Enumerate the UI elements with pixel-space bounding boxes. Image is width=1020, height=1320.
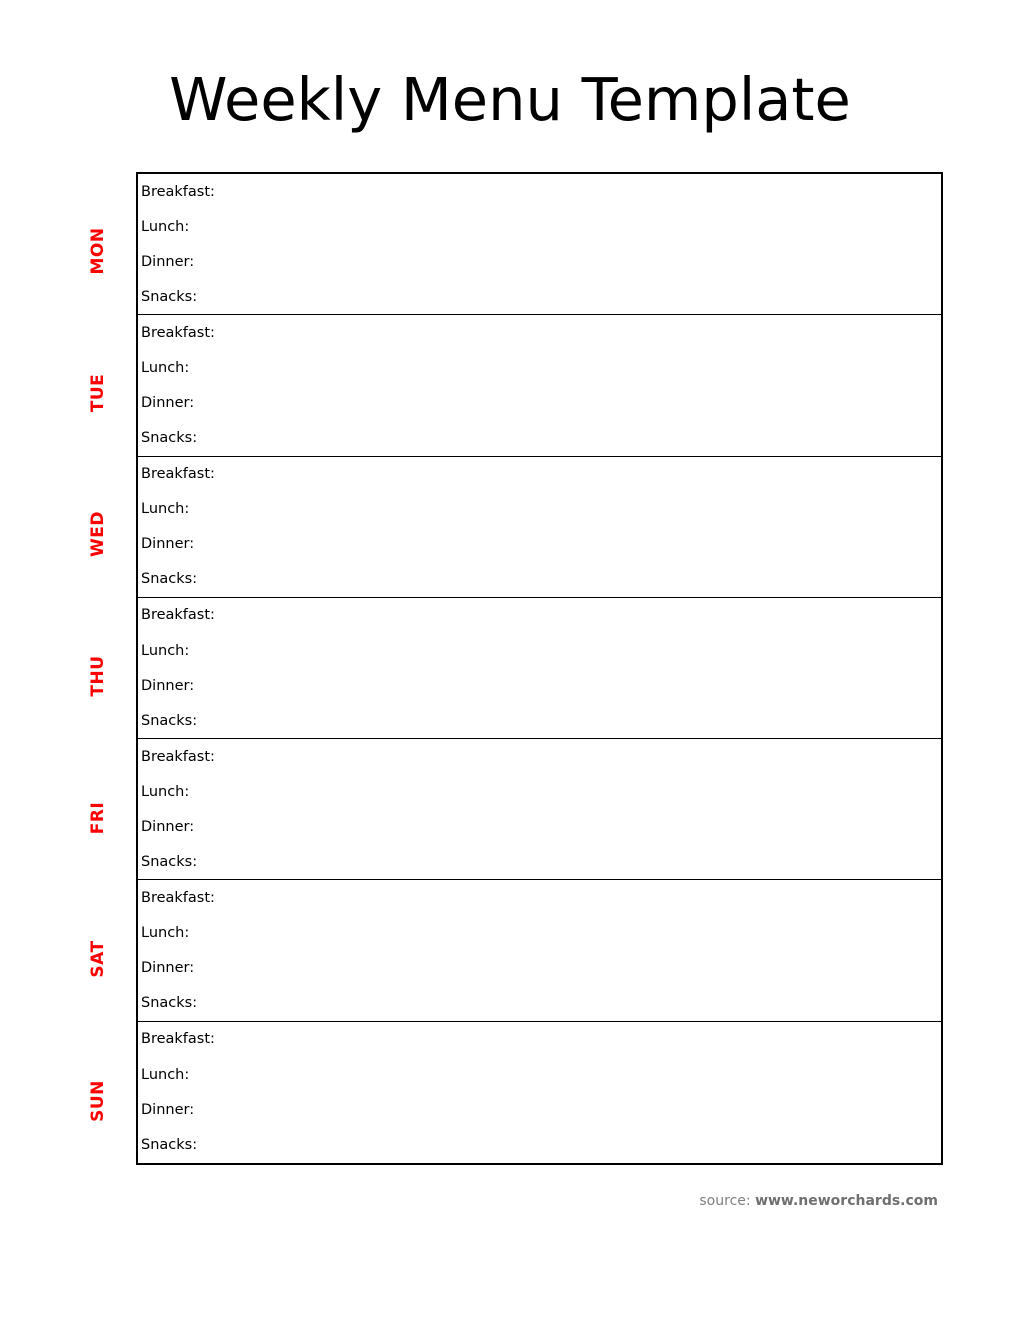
day-block-thu <box>138 598 941 739</box>
day-label-mon: MON <box>88 227 108 275</box>
meal-row-dinner[interactable]: Dinner: <box>141 253 195 270</box>
meal-row-breakfast[interactable]: Breakfast: <box>141 183 215 200</box>
day-label-fri: FRI <box>88 801 108 834</box>
meal-row-lunch[interactable]: Lunch: <box>141 359 190 376</box>
meal-row-lunch[interactable]: Lunch: <box>141 1066 190 1083</box>
meal-row-breakfast[interactable]: Breakfast: <box>141 324 215 341</box>
meal-row-dinner[interactable]: Dinner: <box>141 818 195 835</box>
day-label-sun: SUN <box>88 1079 108 1122</box>
meal-row-lunch[interactable]: Lunch: <box>141 218 190 235</box>
day-label-thu: THU <box>88 655 108 697</box>
day-label-cell-sun <box>60 1022 136 1164</box>
day-label-cell-mon <box>60 172 136 314</box>
day-label-sat: SAT <box>88 940 108 978</box>
day-block-mon <box>138 174 941 315</box>
page-title: Weekly Menu Template <box>169 65 851 134</box>
day-label-wed: WED <box>88 511 108 558</box>
source-url-link[interactable]: www.neworchards.com <box>755 1193 938 1209</box>
meal-row-snacks[interactable]: Snacks: <box>141 430 198 447</box>
meal-row-breakfast[interactable]: Breakfast: <box>141 748 215 765</box>
day-block-fri <box>138 739 941 880</box>
meal-row-dinner[interactable]: Dinner: <box>141 536 195 553</box>
meal-row-snacks[interactable]: Snacks: <box>141 1137 198 1154</box>
meal-row-lunch[interactable]: Lunch: <box>141 783 190 800</box>
meal-row-dinner[interactable]: Dinner: <box>141 1102 195 1119</box>
meal-row-breakfast[interactable]: Breakfast: <box>141 607 215 624</box>
source-credit <box>699 1193 938 1209</box>
day-block-tue <box>138 315 941 456</box>
meal-row-snacks[interactable]: Snacks: <box>141 853 198 870</box>
meal-row-dinner[interactable]: Dinner: <box>141 677 195 694</box>
day-label-cell-thu <box>60 597 136 739</box>
meal-row-dinner[interactable]: Dinner: <box>141 960 195 977</box>
menu-grid <box>136 172 943 1165</box>
day-label-tue: TUE <box>88 373 108 413</box>
meal-row-lunch[interactable]: Lunch: <box>141 925 190 942</box>
meal-row-lunch[interactable]: Lunch: <box>141 501 190 518</box>
meal-row-dinner[interactable]: Dinner: <box>141 394 195 411</box>
meal-row-breakfast[interactable]: Breakfast: <box>141 890 215 907</box>
meal-row-snacks[interactable]: Snacks: <box>141 571 198 588</box>
day-block-sat <box>138 880 941 1021</box>
meal-row-breakfast[interactable]: Breakfast: <box>141 1031 215 1048</box>
day-block-wed <box>138 457 941 598</box>
meal-row-lunch[interactable]: Lunch: <box>141 642 190 659</box>
day-label-cell-sat <box>60 880 136 1022</box>
day-label-cell-wed <box>60 455 136 597</box>
source-prefix: source: <box>699 1193 751 1209</box>
day-label-cell-tue <box>60 314 136 456</box>
meal-row-snacks[interactable]: Snacks: <box>141 712 198 729</box>
meal-row-breakfast[interactable]: Breakfast: <box>141 466 215 483</box>
day-label-cell-fri <box>60 738 136 880</box>
day-block-sun <box>138 1022 941 1163</box>
meal-row-snacks[interactable]: Snacks: <box>141 995 198 1012</box>
meal-row-snacks[interactable]: Snacks: <box>141 288 198 305</box>
day-labels-column <box>60 172 136 1163</box>
